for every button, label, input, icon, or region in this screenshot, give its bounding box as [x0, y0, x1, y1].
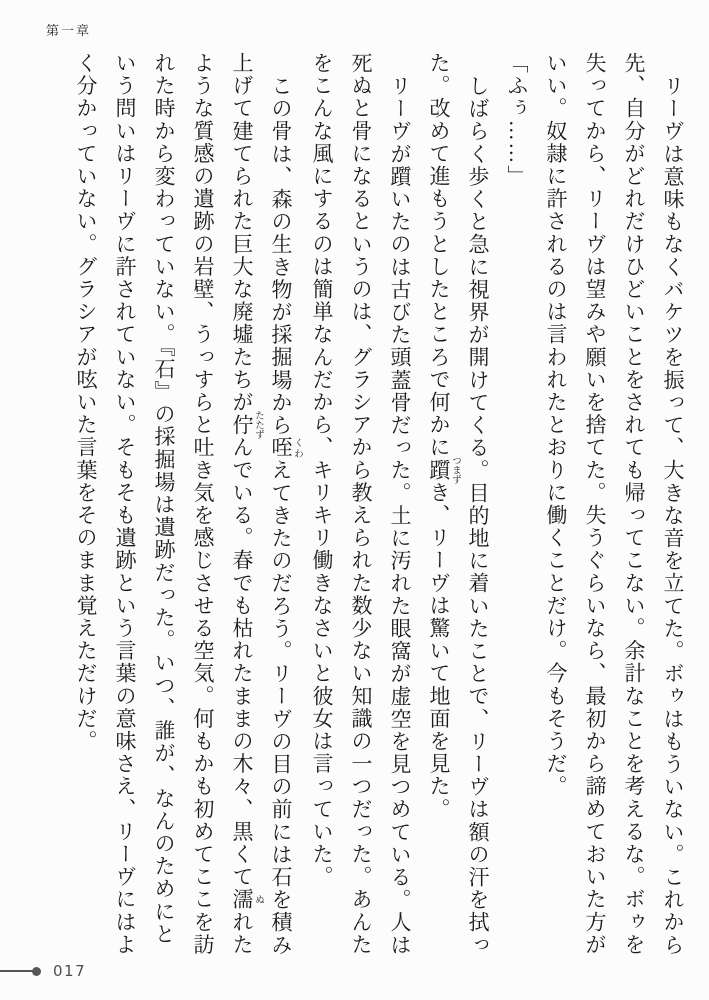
furigana-ruby: 佇 たたず — [230, 410, 263, 440]
footer-rule — [0, 970, 33, 972]
furigana-ruby: 咥 くわ — [269, 436, 302, 459]
paragraph: リーヴは意味もなくバケツを振って、大きな音を立てた。ボゥはもういない。これから先、自分がどれだけひどいことをされても帰ってこない。余計なことを考えるな。ボゥを失ってから、リーヴは望みや願いを捨てた。失うぐらいなら、最初から諦めておいた方がいい。奴隷に許されるのは言われたとおりに働くことだけ。今もそうだ。 — [544, 52, 685, 956]
footer-dot-icon — [32, 967, 41, 976]
furigana-ruby: 躓 つまず — [427, 455, 460, 485]
paragraph: しばらく歩くと急に視界が開けてくる。目的地に着いたことで、リーヴは額の汗を拭った。改めて進もうとしたところで何かに躓 つまずき、リーヴは驚いて地面を見た。 — [427, 52, 490, 956]
paragraph: この骨は、森の生き物が採掘場から咥 くわえてきたのだろう。リーヴの目の前には石を積み上げて建てられた巨大な廃墟たちが佇 たたずんでいる。春でも枯れたままの木々、黒くて濡 ぬれたような質感の遺跡の岩壁、うっすらと吐き気を感じさせる空気。何もかも初めてここを訪れた時から変わっていない。『石』の採掘場は遺跡だった。いつ、誰が、なんのためにという問いはリーヴに許されていない。そもそも遺跡という言葉の意味さえ、リーヴにはよく分かっていない。グラシアが呟いた言葉をそのまま覚えただけだ。 — [74, 52, 302, 957]
paragraph: リーヴが躓いたのは古びた頭蓋骨だった。土に汚れた眼窩が虚空を見つめている。人は死ぬと骨になるというのは、グラシアから教えられた数少ない知識の一つだった。あんたをこんな風にするのは簡単なんだから、キリキリ働きなさいと彼女は言っていた。 — [310, 52, 412, 956]
chapter-running-head: 第一章 — [46, 23, 92, 38]
text-body — [66, 52, 692, 958]
page-footer — [0, 964, 86, 978]
page-number: 017 — [53, 962, 87, 980]
furigana-ruby: 濡 ぬ — [230, 888, 263, 911]
paragraph: 「ふぅ……」 — [505, 52, 529, 188]
